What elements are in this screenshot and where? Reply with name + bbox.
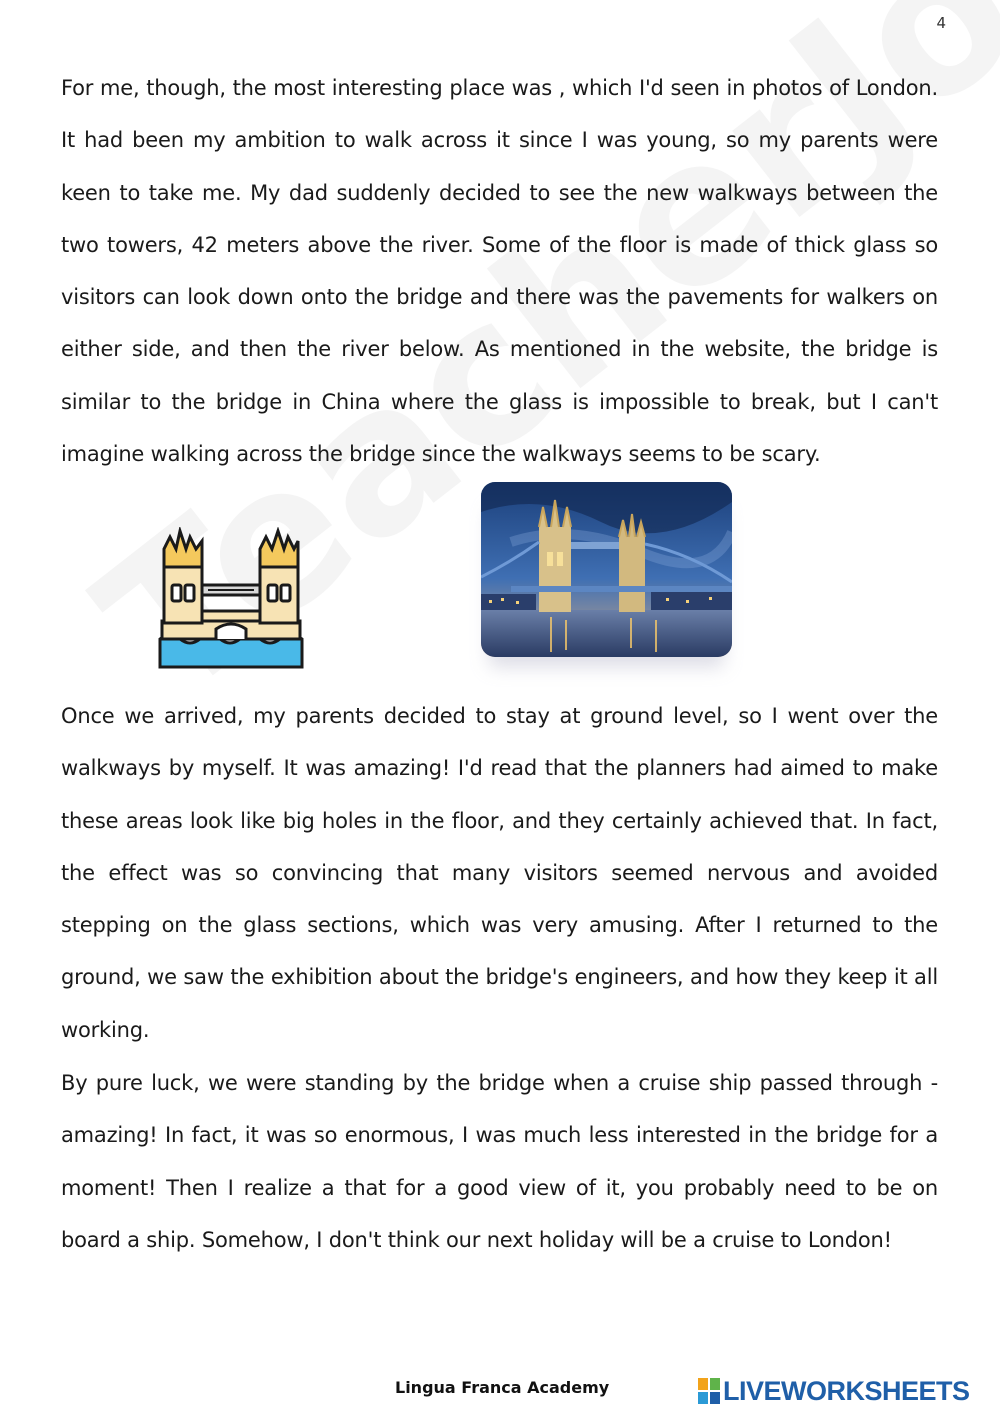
tower-bridge-icon [158, 527, 304, 671]
tower-bridge-night-photo [481, 482, 732, 657]
paragraph-1: For me, though, the most interesting place was , which I'd seen in photos of London. It had been my ambition to walk across it since I was young, so my parents were keen to take me. My dad suddenly decided to see the new walkways between the two towers, 42 meters above the river. Some of the floor is made of thick glass so visitors can look down onto the bridge and there was the pavements for walkers on either side, and then the river below. As mentioned in the website, the bridge is similar to the bridge in China where the glass is impossible to break, but I can't imagine walking across the bridge since the walkways seems to be scary. [61, 76, 938, 467]
liveworksheets-logo-icon [698, 1378, 720, 1404]
page-number: 4 [936, 14, 946, 32]
liveworksheets-brand[interactable] [698, 1376, 970, 1406]
paragraph-3: By pure luck, we were standing by the bridge when a cruise ship passed through - amazing! In fact, it was so enormous, I was much less interested in the bridge for a moment! Then I realize a that for a good view of it, you probably need to be on board a ship. Somehow, I don't think our next holiday will be a cruise to London! [61, 1071, 938, 1252]
paragraph-2: Once we arrived, my parents decided to stay at ground level, so I went over the walkways by myself. It was amazing! I'd read that the planners had aimed to make these areas look like big holes in the floor, and they certainly achieved that. In fact, the effect was so convincing that many visitors seemed nervous and avoided stepping on the glass sections, which was very amusing. After I returned to the ground, we saw the exhibition about the bridge's engineers, and how they keep it all working. [61, 704, 938, 1042]
liveworksheets-wordmark: LIVEWORKSHEETS [723, 1375, 970, 1406]
footer-academy: Lingua Franca Academy [395, 1378, 610, 1397]
